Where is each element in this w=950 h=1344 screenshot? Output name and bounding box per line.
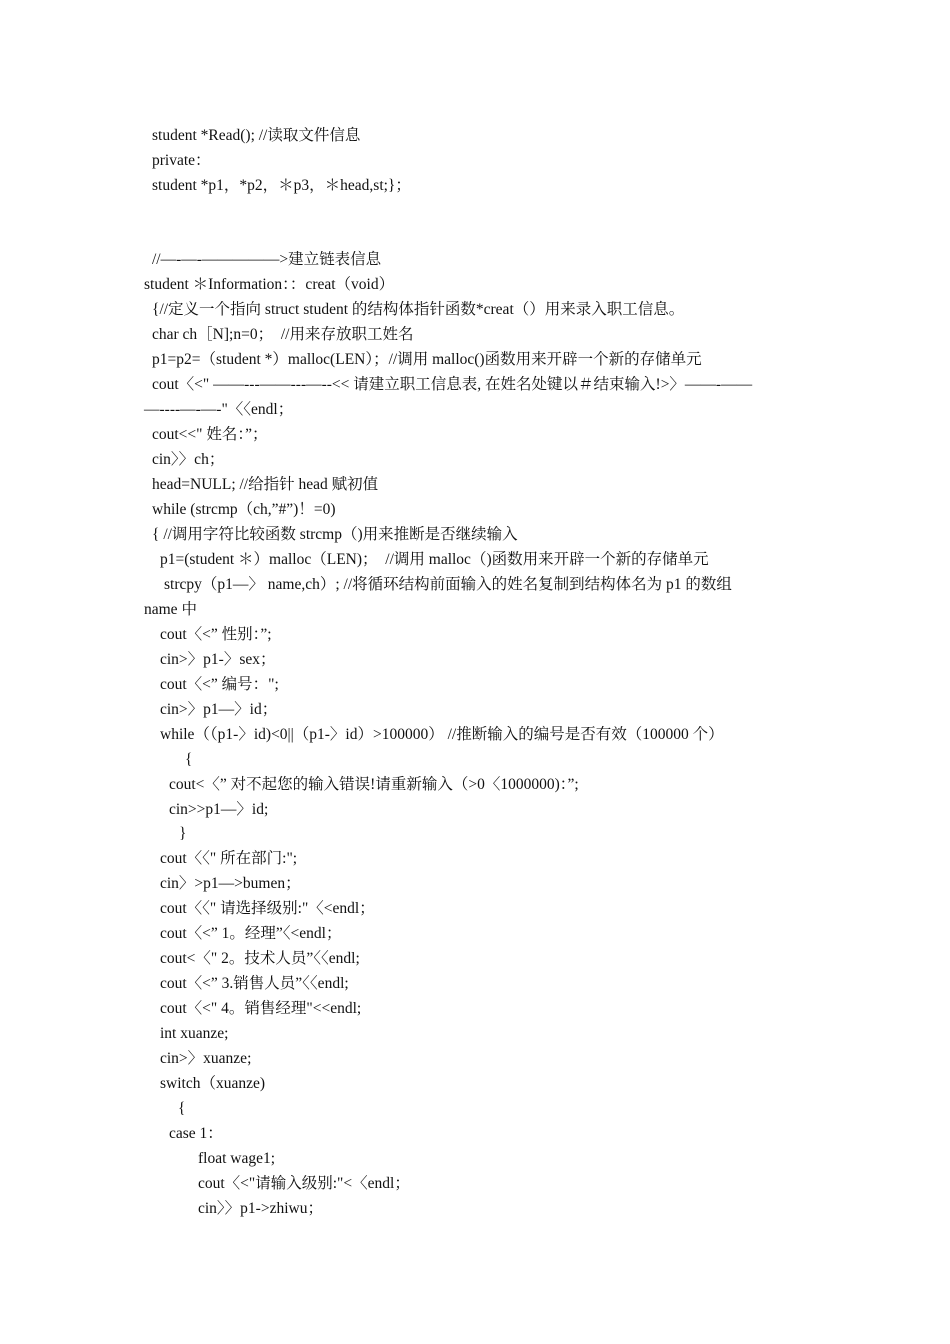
code-line: private： (152, 152, 211, 169)
code-line: cin〉〉p1->zhiwu； (198, 1200, 323, 1217)
code-line: //—-—-—————>建立链表信息 (152, 251, 382, 268)
code-line: cout〈<” 性别：”; (160, 626, 272, 643)
code-line: cout〈<" 4。销售经理"<<endl; (160, 1000, 362, 1017)
code-line: cout〈<” 3.销售人员”〈〈endl; (160, 975, 349, 992)
code-line: { //调用字符比较函数 strcmp（)用来推断是否继续输入 (152, 526, 518, 543)
code-line: cout〈<” 1。经理”〈<endl； (160, 925, 342, 942)
code-line: int xuanze; (160, 1025, 229, 1042)
code-line: cin〉〉ch； (152, 451, 225, 468)
code-line: student *Read(); //读取文件信息 (152, 127, 361, 144)
code-line: name 中 (144, 601, 197, 618)
code-line: cin>〉xuanze; (160, 1050, 252, 1067)
code-line: float wage1; (198, 1150, 276, 1167)
code-line: p1=p2=（student *）malloc(LEN）；//调用 malloc()函数用来开辟一个新的存储单元 (152, 351, 702, 368)
code-line: {//定义一个指向 struct student 的结构体指针函数*creat（）用来录入职工信息。 (152, 301, 685, 318)
code-line: student ＊Information：：creat（void） (144, 276, 395, 293)
code-line: head=NULL; //给指针 head 赋初值 (152, 476, 379, 493)
code-line: cin>>p1—〉id; (169, 801, 269, 818)
code-line: while（（p1-〉id)<0||（p1-〉id）>100000） //推断输入的编号是否有效（100000 个） (160, 726, 724, 743)
code-line: cout〈<" ——---——---—--<< 请建立职工信息表, 在姓名处键以＃结束输入!>〉——-—— (152, 376, 753, 393)
code-line: cout<〈" 2。技术人员”〈〈endl; (160, 950, 360, 967)
code-line: { (178, 1100, 186, 1117)
code-line: cin>〉p1-〉sex； (160, 651, 276, 668)
code-line: char ch［N];n=0； //用来存放职工姓名 (152, 326, 414, 343)
code-line: switch（xuanze) (160, 1075, 266, 1092)
code-line: cout<〈” 对不起您的输入错误!请重新输入（>0〈1000000)：”; (169, 776, 579, 793)
code-line: cout<<" 姓名：”； (152, 426, 268, 443)
code-line: p1=(student ＊）malloc（LEN)； //调用 malloc（)函数用来开辟一个新的存储单元 (160, 551, 709, 568)
code-line: cout〈〈" 请选择级别:"〈<endl； (160, 900, 375, 917)
code-line: cout〈〈" 所在部门:"; (160, 850, 298, 867)
code-line: while (strcmp（ch,”#”)！=0) (152, 501, 336, 518)
code-line: —----—-—-"〈〈endl； (144, 401, 294, 418)
code-line: { (185, 751, 193, 768)
code-line: } (179, 825, 187, 842)
code-line: cin>〉p1—〉id； (160, 701, 278, 718)
code-line: case 1： (169, 1125, 223, 1142)
code-line: cin〉>p1—>bumen； (160, 875, 301, 892)
code-line: cout〈<"请输入级别:"<〈endl； (198, 1175, 410, 1192)
code-line: cout〈<” 编号："; (160, 676, 279, 693)
code-line: student *p1，*p2，＊p3，＊head,st;}； (152, 177, 411, 194)
code-line: strcpy（p1—〉 name,ch）; //将循环结构前面输入的姓名复制到结构体名为 p1 的数组 (164, 576, 732, 593)
